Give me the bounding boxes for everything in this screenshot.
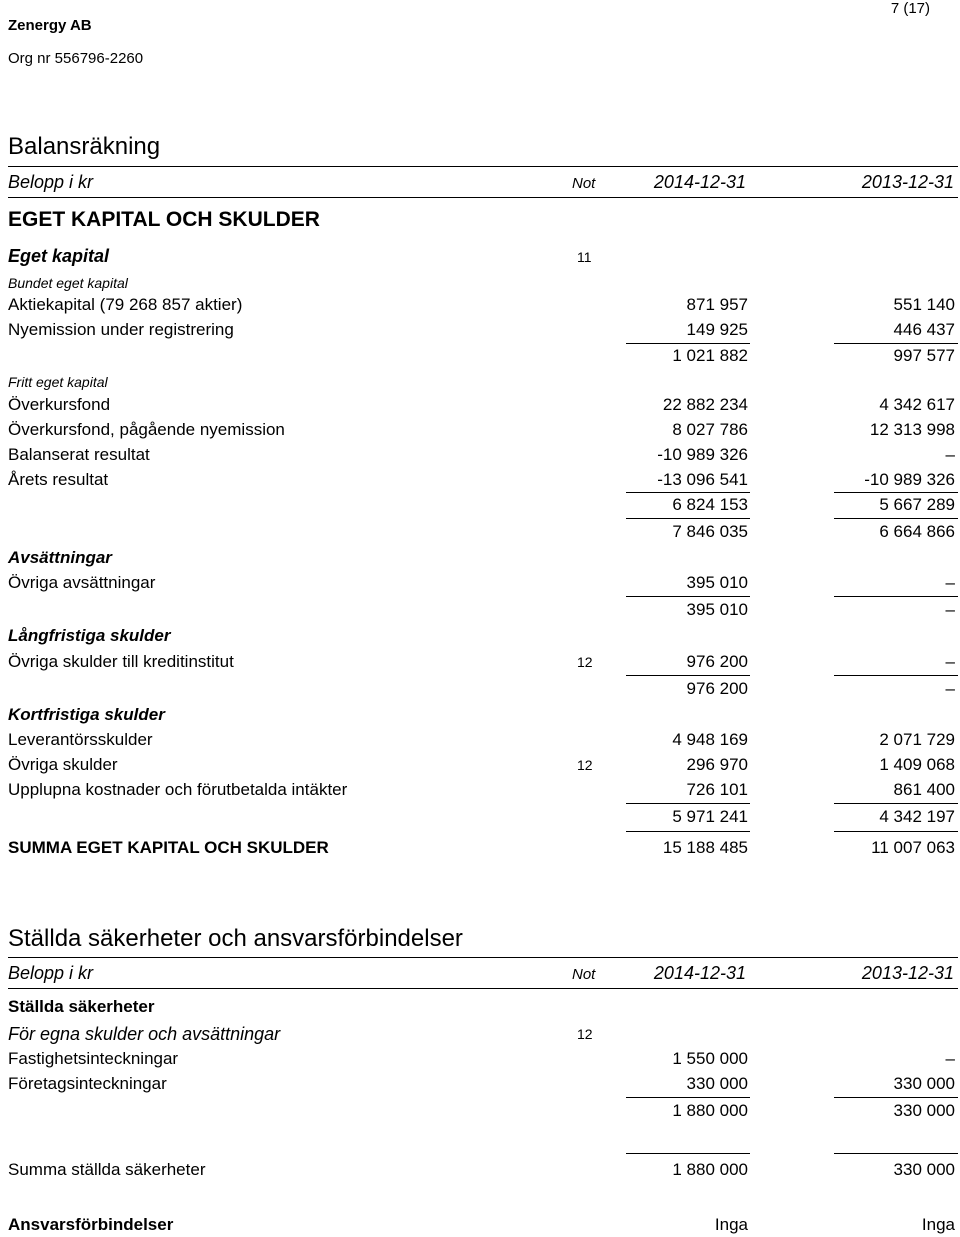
value-2013: 446 437 <box>893 320 955 339</box>
value-2013: 4 342 617 <box>879 395 955 414</box>
grand-total-row <box>0 838 960 860</box>
column-header-2014: 2014-12-31 <box>653 963 746 983</box>
row-label: Övriga skulder <box>8 755 118 774</box>
subtotal-row <box>0 679 960 701</box>
table-row <box>0 1074 960 1096</box>
underline <box>626 831 750 832</box>
value-2014: -10 989 326 <box>657 445 748 464</box>
column-header-not: Not <box>572 966 596 983</box>
value-2014: -13 096 541 <box>657 470 748 489</box>
value-2014: 1 880 000 <box>672 1101 748 1120</box>
subgroup-bundet <box>0 275 960 297</box>
underline <box>626 675 750 676</box>
value-2014: 6 824 153 <box>672 495 748 514</box>
table-row <box>0 652 960 674</box>
value-2013: 861 400 <box>893 780 955 799</box>
table-row <box>0 780 960 802</box>
group-label: Kortfristiga skulder <box>8 705 165 724</box>
group-egna <box>0 1024 960 1046</box>
value-2014: 8 027 786 <box>672 420 748 439</box>
value-2013: 330 000 <box>893 1101 955 1120</box>
value-2014: 1 021 882 <box>672 346 748 365</box>
row-label: Fastighetsinteckningar <box>8 1049 179 1068</box>
underline <box>834 492 958 493</box>
value-2013: 11 007 063 <box>871 838 955 857</box>
value-2014: 296 970 <box>686 755 748 774</box>
underline <box>834 803 958 804</box>
value-2013: – <box>945 445 955 464</box>
total-row <box>0 1160 960 1182</box>
divider <box>8 166 958 167</box>
table-row <box>0 320 960 342</box>
subtotal-row <box>0 1101 960 1123</box>
group-label: Ställda säkerheter <box>8 997 155 1016</box>
subgroup-label: Fritt eget kapital <box>8 374 108 390</box>
value-2014: 395 010 <box>686 573 748 592</box>
column-header-2013: 2013-12-31 <box>861 172 954 192</box>
company-name: Zenergy AB <box>8 17 92 34</box>
row-label: Överkursfond <box>8 395 111 414</box>
value-2014: 1 880 000 <box>672 1160 748 1179</box>
note-ref: 11 <box>577 249 592 265</box>
value-2014: 149 925 <box>686 320 748 339</box>
table-row <box>0 1049 960 1071</box>
value-2013: 551 140 <box>893 295 955 314</box>
table-row <box>0 755 960 777</box>
table-row <box>0 573 960 595</box>
value-2013: 1 409 068 <box>879 755 955 774</box>
underline <box>626 343 750 344</box>
underline <box>626 1097 750 1098</box>
underline <box>834 343 958 344</box>
column-header-2014: 2014-12-31 <box>653 172 746 192</box>
subtotal-row <box>0 807 960 829</box>
value-2013: 997 577 <box>893 346 955 365</box>
note-ref: 12 <box>577 654 593 670</box>
table-row <box>0 730 960 752</box>
subgroup-fritt <box>0 374 960 396</box>
table-row <box>0 395 960 417</box>
underline <box>834 675 958 676</box>
section-title: EGET KAPITAL OCH SKULDER <box>8 208 320 231</box>
note-ref: 12 <box>577 1026 593 1042</box>
column-header-2013: 2013-12-31 <box>861 963 954 983</box>
subtotal-row <box>0 495 960 517</box>
value-2014: 15 188 485 <box>662 838 748 857</box>
group-label: Eget kapital <box>8 246 110 266</box>
table-row <box>0 445 960 467</box>
underline <box>626 492 750 493</box>
org-number: Org nr 556796-2260 <box>8 50 144 67</box>
subgroup-label: Bundet eget kapital <box>8 275 128 291</box>
value-2014: 5 971 241 <box>672 807 748 826</box>
balance-title: Balansräkning <box>8 133 161 160</box>
row-label: SUMMA EGET KAPITAL OCH SKULDER <box>8 838 329 857</box>
value-2013: 4 342 197 <box>879 807 955 826</box>
group-label: Långfristiga skulder <box>8 626 171 645</box>
value-2013: 12 313 998 <box>869 420 955 439</box>
value-2013: 330 000 <box>893 1074 955 1093</box>
value-2013: -10 989 326 <box>864 470 955 489</box>
row-label: Nyemission under registrering <box>8 320 234 339</box>
column-header-label: Belopp i kr <box>8 172 94 192</box>
group-avsattningar <box>0 548 960 570</box>
group-eget-kapital <box>0 246 960 268</box>
underline <box>834 831 958 832</box>
underline <box>626 1153 750 1154</box>
underline <box>626 596 750 597</box>
row-label: Övriga avsättningar <box>8 573 156 592</box>
group-langfristiga <box>0 626 960 648</box>
value-2013: 5 667 289 <box>879 495 955 514</box>
table-row <box>0 420 960 442</box>
page-number: 7 (17) <box>890 0 930 17</box>
value-2014: 976 200 <box>686 652 748 671</box>
row-label: Upplupna kostnader och förutbetalda intäkter <box>8 780 348 799</box>
row-label: Balanserat resultat <box>8 445 150 464</box>
row-label: Aktiekapital (79 268 857 aktier) <box>8 295 243 314</box>
row-label: Ansvarsförbindelser <box>8 1215 174 1234</box>
divider <box>8 197 958 198</box>
value-2013: – <box>945 1049 955 1068</box>
underline <box>626 803 750 804</box>
underline <box>834 1153 958 1154</box>
underline <box>834 518 958 519</box>
value-2013: 330 000 <box>893 1160 955 1179</box>
value-2014: 726 101 <box>686 780 748 799</box>
row-label: Övriga skulder till kreditinstitut <box>8 652 234 671</box>
value-2014: 976 200 <box>686 679 748 698</box>
column-header-not: Not <box>572 175 596 192</box>
value-2014: 4 948 169 <box>672 730 748 749</box>
table-row <box>0 470 960 492</box>
table-row <box>0 295 960 317</box>
ansvar-row <box>0 1215 960 1237</box>
row-label: Företagsinteckningar <box>8 1074 167 1093</box>
subtotal-row <box>0 346 960 368</box>
column-header-label: Belopp i kr <box>8 963 94 983</box>
value-2013: – <box>945 573 955 592</box>
row-label: Summa ställda säkerheter <box>8 1160 206 1179</box>
row-label: Leverantörsskulder <box>8 730 153 749</box>
value-2014: 871 957 <box>686 295 748 314</box>
value-2014: 330 000 <box>686 1074 748 1093</box>
value-2014: 1 550 000 <box>672 1049 748 1068</box>
value-2013: 2 071 729 <box>879 730 955 749</box>
value-2013: Inga <box>921 1215 955 1234</box>
group-label: Avsättningar <box>8 548 112 567</box>
note-ref: 12 <box>577 757 593 773</box>
underline <box>834 1097 958 1098</box>
divider <box>8 957 958 958</box>
group-sakerheter <box>0 997 960 1019</box>
underline <box>834 596 958 597</box>
divider <box>8 988 958 989</box>
pledged-title: Ställda säkerheter och ansvarsförbindelser <box>8 925 463 952</box>
group-kortfristiga <box>0 705 960 727</box>
total-row <box>0 522 960 544</box>
value-2014: Inga <box>714 1215 748 1234</box>
value-2014: 22 882 234 <box>662 395 748 414</box>
value-2014: 395 010 <box>686 600 748 619</box>
value-2014: 7 846 035 <box>672 522 748 541</box>
value-2013: – <box>945 679 955 698</box>
value-2013: 6 664 866 <box>879 522 955 541</box>
group-label: För egna skulder och avsättningar <box>8 1024 281 1044</box>
row-label: Årets resultat <box>8 470 109 489</box>
underline <box>626 518 750 519</box>
subtotal-row <box>0 600 960 622</box>
row-label: Överkursfond, pågående nyemission <box>8 420 285 439</box>
value-2013: – <box>945 652 955 671</box>
value-2013: – <box>945 600 955 619</box>
